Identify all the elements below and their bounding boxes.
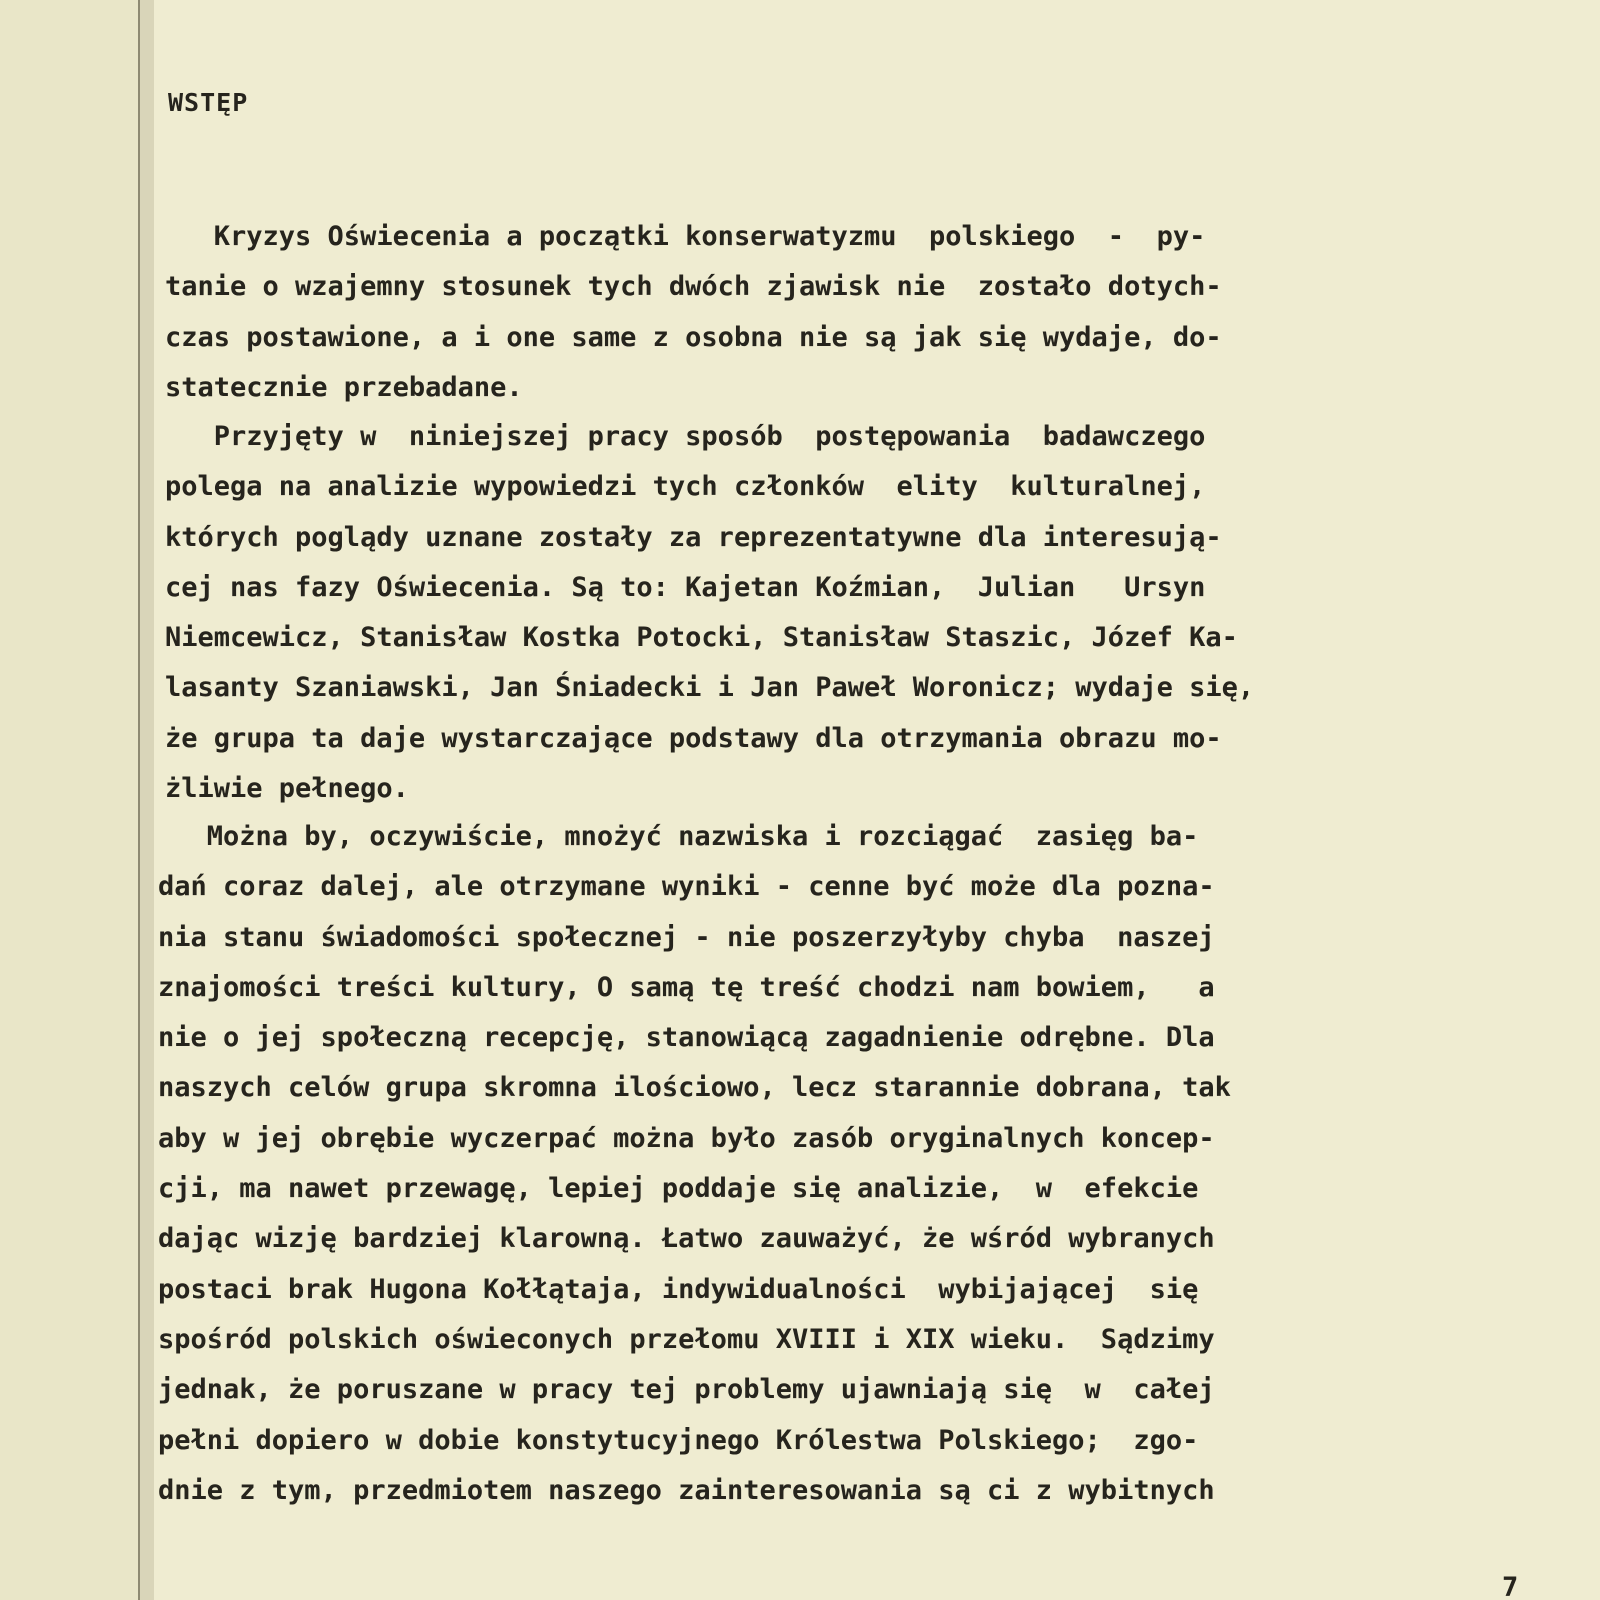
text-line: nia stanu świadomości społecznej - nie poszerzyłyby chyba naszej	[158, 921, 1215, 953]
text-line: naszych celów grupa skromna ilościowo, lecz starannie dobrana, tak	[158, 1072, 1231, 1104]
chapter-heading: WSTĘP	[168, 88, 249, 117]
text-line: spośród polskich oświeconych przełomu XVIII i XIX wieku. Sądzimy	[158, 1323, 1215, 1355]
page-number: 7	[1502, 1572, 1519, 1600]
book-gutter	[0, 0, 150, 1600]
text-line: Można by, oczywiście, mnożyć nazwiska i rozciągać zasięg ba-	[158, 821, 1199, 852]
text-line: których poglądy uznane zostały za reprezentatywne dla interesują-	[165, 521, 1222, 553]
book-fold	[138, 0, 140, 1600]
text-line: cej nas fazy Oświecenia. Są to: Kajetan Koźmian, Julian Ursyn	[165, 571, 1206, 603]
text-line: Niemcewicz, Stanisław Kostka Potocki, Stanisław Staszic, Józef Ka-	[165, 622, 1238, 654]
text-line: że grupa ta daje wystarczające podstawy dla otrzymania obrazu mo-	[165, 722, 1222, 754]
text-line: czas postawione, a i one same z osobna nie są jak się wydaje, do-	[165, 321, 1222, 353]
text-line: aby w jej obrębie wyczerpać można było zasób oryginalnych koncep-	[158, 1122, 1215, 1154]
text-line: Przyjęty w niniejszej pracy sposób postępowania badawczego	[165, 421, 1206, 452]
text-line: polega na analizie wypowiedzi tych członków elity kulturalnej,	[165, 471, 1206, 503]
text-line: postaci brak Hugona Kołłątaja, indywidualności wybijającej się	[158, 1273, 1199, 1305]
text-line: lasanty Szaniawski, Jan Śniadecki i Jan Paweł Woronicz; wydaje się,	[165, 672, 1255, 704]
text-line: nie o jej społeczną recepcję, stanowiącą zagadnienie odrębne. Dla	[158, 1022, 1215, 1054]
text-line: jednak, że poruszane w pracy tej problemy ujawniają się w całej	[158, 1374, 1215, 1406]
text-line: żliwie pełnego.	[165, 773, 409, 805]
text-line: dań coraz dalej, ale otrzymane wyniki - cenne być może dla pozna-	[158, 871, 1215, 903]
text-line: znajomości treści kultury, O samą tę treść chodzi nam bowiem, a	[158, 971, 1215, 1003]
text-line: dając wizję bardziej klarowną. Łatwo zauważyć, że wśród wybranych	[158, 1223, 1215, 1255]
fold-shadow	[140, 0, 154, 1600]
text-line: statecznie przebadane.	[165, 371, 523, 403]
text-line: cji, ma nawet przewagę, lepiej poddaje się analizie, w efekcie	[158, 1173, 1199, 1205]
paragraph-2	[165, 412, 1254, 814]
text-line: dnie z tym, przedmiotem naszego zainteresowania są ci z wybitnych	[158, 1474, 1215, 1506]
text-line: pełni dopiero w dobie konstytucyjnego Królestwa Polskiego; zgo-	[158, 1424, 1199, 1456]
paragraph-1	[165, 212, 1222, 413]
text-line: Kryzys Oświecenia a początki konserwatyzmu polskiego - py-	[165, 221, 1206, 252]
text-line: tanie o wzajemny stosunek tych dwóch zjawisk nie zostało dotych-	[165, 271, 1222, 303]
paragraph-3	[158, 812, 1231, 1516]
